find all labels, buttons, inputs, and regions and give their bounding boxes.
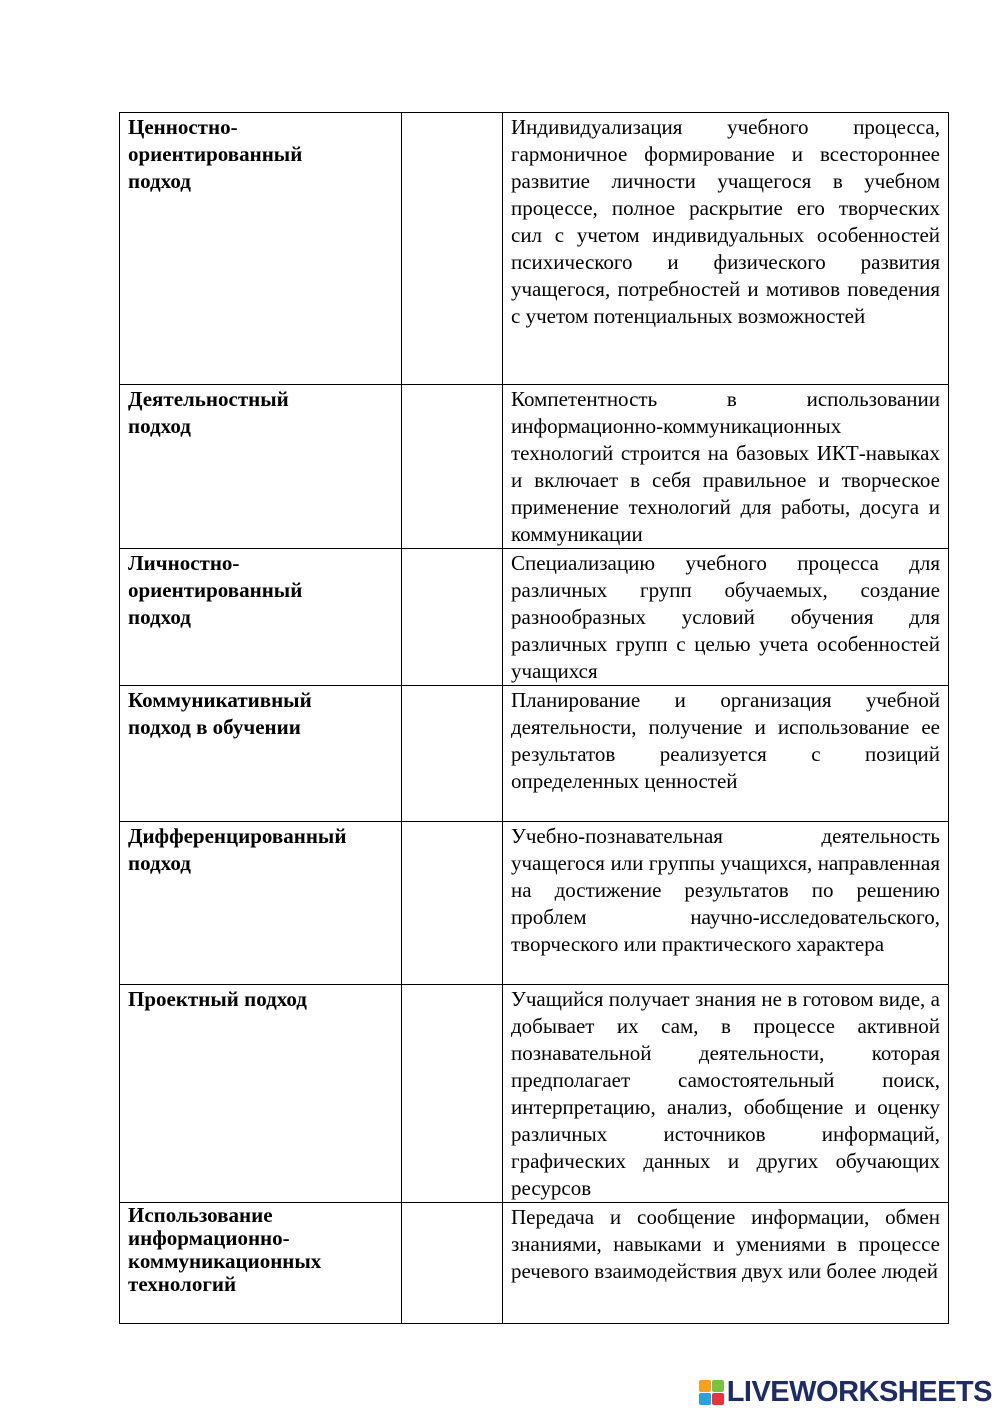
approach-term-line: технологий	[128, 1272, 237, 1296]
table-row	[120, 385, 949, 549]
approach-term-line: подход	[128, 851, 191, 875]
approach-term-line: Ценностно-	[128, 115, 238, 139]
table-row	[120, 549, 949, 686]
logo-square	[699, 1393, 711, 1405]
answer-cell[interactable]	[402, 549, 503, 686]
answer-drop-zone[interactable]	[410, 986, 494, 1202]
logo-square	[712, 1380, 724, 1392]
approach-term-line: Использование	[128, 1203, 273, 1227]
approach-term-line: Личностно-	[128, 551, 240, 575]
approach-term-line: Дифференцированный	[128, 824, 347, 848]
approach-term-cell	[120, 822, 402, 985]
answer-cell[interactable]	[402, 385, 503, 549]
logo-square	[699, 1380, 711, 1392]
approach-term-cell	[120, 113, 402, 385]
logo-square	[712, 1393, 724, 1405]
approach-term-line: ориентированный	[128, 142, 303, 166]
approach-term-line: Коммуникативный	[128, 688, 312, 712]
answer-drop-zone[interactable]	[410, 114, 494, 384]
approach-term-cell	[120, 1203, 402, 1324]
liveworksheets-watermark	[699, 1374, 992, 1410]
table-row	[120, 985, 949, 1203]
definition-cell: Специализацию учебного процесса для различных групп обучаемых, создание разнообразных условий обучения для различных групп с целью учета особенностей учащихся	[503, 549, 949, 686]
answer-cell[interactable]	[402, 985, 503, 1203]
definition-cell: Компетентность в использовании информационно-коммуникационных технологий строится на базовых ИКТ-навыках и включает в себя правильное и творческое применение технологий для работы, досуга и коммуникации	[503, 385, 949, 549]
answer-cell[interactable]	[402, 113, 503, 385]
liveworksheets-logo-icon	[699, 1380, 724, 1405]
approach-term-line: ориентированный	[128, 578, 303, 602]
approach-term-line: информационно-	[128, 1226, 290, 1250]
approach-term-cell	[120, 985, 402, 1203]
approach-term-line: Деятельностный	[128, 387, 289, 411]
answer-drop-zone[interactable]	[410, 823, 494, 984]
table-row	[120, 822, 949, 985]
answer-cell[interactable]	[402, 686, 503, 822]
answer-drop-zone[interactable]	[410, 550, 494, 685]
answer-drop-zone[interactable]	[410, 1204, 494, 1323]
definition-cell: Передача и сообщение информации, обмен знаниями, навыками и умениями в процессе речевого взаимодействия двух или более людей	[503, 1203, 949, 1324]
approach-term-cell	[120, 686, 402, 822]
approach-term-line: подход	[128, 605, 191, 629]
answer-drop-zone[interactable]	[410, 386, 494, 548]
matching-table	[119, 112, 949, 1324]
table-row	[120, 1203, 949, 1324]
answer-drop-zone[interactable]	[410, 687, 494, 821]
definition-cell: Планирование и организация учебной деятельности, получение и использование ее результатов реализуется с позиций определенных ценностей	[503, 686, 949, 822]
approach-term-cell	[120, 549, 402, 686]
table-row	[120, 113, 949, 385]
approach-term-line: подход	[128, 169, 191, 193]
table-row	[120, 686, 949, 822]
definition-cell: Учащийся получает знания не в готовом виде, а добывает их сам, в процессе активной познавательной деятельности, которая предполагает самостоятельный поиск, интерпретацию, анализ, обобщение и оценку различных источников информаций, графических данных и других обучающих ресурсов	[503, 985, 949, 1203]
approach-term-line: коммуникационных	[128, 1249, 322, 1273]
definition-cell: Учебно-познавательная деятельность учащегося или группы учащихся, направленная на достижение результатов по решению проблем научно-исследовательского, творческого или практического характера	[503, 822, 949, 985]
approach-term-cell	[120, 385, 402, 549]
approach-term-line: Проектный подход	[128, 987, 307, 1011]
approach-term-line: подход в обучении	[128, 715, 301, 739]
definition-cell: Индивидуализация учебного процесса, гармоничное формирование и всестороннее развитие личности учащегося в учебном процессе, полное раскрытие его творческих сил с учетом индивидуальных особенностей психического и физического развития учащегося, потребностей и мотивов поведения с учетом потенциальных возможностей	[503, 113, 949, 385]
brand-text: LIVEWORKSHEETS	[726, 1375, 992, 1408]
approach-term-line: подход	[128, 414, 191, 438]
answer-cell[interactable]	[402, 822, 503, 985]
answer-cell[interactable]	[402, 1203, 503, 1324]
